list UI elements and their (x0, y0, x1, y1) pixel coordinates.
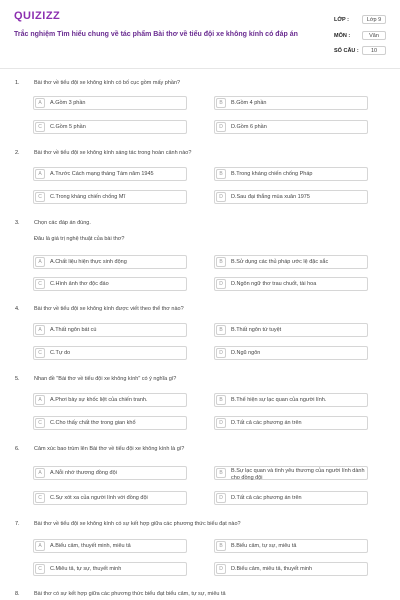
option-text: C.Gồm 5 phần (50, 124, 86, 130)
option-c[interactable] (33, 120, 187, 134)
option-d[interactable] (214, 346, 368, 360)
option-b[interactable] (214, 323, 368, 337)
option-b[interactable] (214, 167, 368, 181)
option-a[interactable] (33, 167, 187, 181)
option-letter: D (216, 192, 226, 202)
option-letter: D (216, 564, 226, 574)
option-text: C.Cho thấy chất thơ trong gian khổ (50, 420, 136, 426)
option-letter: C (35, 418, 45, 428)
option-letter: D (216, 122, 226, 132)
meta-count-label: SỐ CÂU : (334, 48, 359, 54)
question-number: 6. (15, 446, 20, 452)
option-text: B.Gồm 4 phần (231, 100, 267, 106)
quizizz-logo: QUIZIZZ (14, 10, 61, 22)
option-letter: C (35, 493, 45, 503)
option-text: D.Ngôn ngữ thơ trau chuốt, tài hoa (231, 281, 317, 287)
option-text: A.Phơi bày sự khốc liệt của chiến tranh. (50, 397, 148, 403)
question-number: 4. (15, 306, 20, 312)
option-letter: A (35, 169, 45, 179)
option-a[interactable] (33, 393, 187, 407)
option-letter: D (216, 348, 226, 358)
question-number: 5. (15, 376, 20, 382)
option-text: B.Thất ngôn tứ tuyệt (231, 327, 282, 333)
option-letter: C (35, 122, 45, 132)
option-text: B.Thể hiện sự lạc quan của người lính. (231, 397, 327, 403)
option-text: C.Hình ảnh thơ độc đáo (50, 281, 109, 287)
option-text: A.Chất liệu hiện thực sinh động (50, 259, 127, 265)
option-text: A.Thất ngôn bát cú (50, 327, 97, 333)
option-a[interactable] (33, 96, 187, 110)
option-letter: A (35, 541, 45, 551)
option-text: A.Gồm 3 phần (50, 100, 86, 106)
question-number: 2. (15, 150, 20, 156)
question-text: Bài thơ về tiểu đội xe không kính có bố cục gồm mấy phần? (34, 80, 181, 86)
option-letter: A (35, 395, 45, 405)
option-letter: B (216, 395, 226, 405)
meta-class-label: LỚP : (334, 17, 349, 23)
question-number: 1. (15, 80, 20, 86)
option-text: A.Nỗi nhớ thương đồng đội (50, 470, 117, 476)
option-a[interactable] (33, 466, 187, 480)
option-a[interactable] (33, 539, 187, 553)
question-number: 8. (15, 591, 20, 597)
meta-count-value: 10 (362, 46, 386, 55)
page-title: Trắc nghiệm Tìm hiểu chung về tác phẩm Bài thơ về tiểu đội xe không kính có đáp án (14, 31, 298, 38)
option-b[interactable] (214, 466, 368, 480)
option-text: D.Tất cả các phương án trên (231, 495, 302, 501)
question-number: 3. (15, 220, 20, 226)
option-letter: A (35, 468, 45, 478)
option-letter: C (35, 279, 45, 289)
option-letter: D (216, 418, 226, 428)
meta-class-value: Lớp 9 (362, 15, 386, 24)
option-b[interactable] (214, 539, 368, 553)
option-text: D.Ngũ ngôn (231, 350, 261, 356)
option-text: C.Tự do (50, 350, 71, 356)
option-letter: C (35, 192, 45, 202)
option-b[interactable] (214, 393, 368, 407)
option-text: A.Biểu cảm, thuyết minh, miêu tả (50, 543, 131, 549)
option-text: D.Sau đại thắng mùa xuân 1975 (231, 194, 310, 200)
question-text: Bài thơ về tiểu đội xe không kính có sự kết hợp giữa các phương thức biểu đạt nào? (34, 521, 241, 527)
option-a[interactable] (33, 255, 187, 269)
option-text: A.Trước Cách mạng tháng Tám năm 1945 (50, 171, 154, 177)
option-d[interactable] (214, 120, 368, 134)
option-letter: B (216, 98, 226, 108)
option-a[interactable] (33, 323, 187, 337)
option-letter: A (35, 325, 45, 335)
option-c[interactable] (33, 562, 187, 576)
header-divider (0, 68, 400, 69)
option-c[interactable] (33, 346, 187, 360)
question-text: Nhan đề "Bài thơ về tiểu đội xe không kính" có ý nghĩa gì? (34, 376, 177, 382)
option-letter: A (35, 98, 45, 108)
option-d[interactable] (214, 491, 368, 505)
question-text: Chọn các đáp án đúng. (34, 220, 91, 226)
option-d[interactable] (214, 190, 368, 204)
option-d[interactable] (214, 562, 368, 576)
option-letter: D (216, 493, 226, 503)
option-letter: D (216, 279, 226, 289)
question-text: Bài thơ về tiểu đội xe không kính sáng tác trong hoàn cảnh nào? (34, 150, 192, 156)
option-c[interactable] (33, 190, 187, 204)
option-letter: B (216, 325, 226, 335)
option-text: C.Sự xót xa của người lính với đồng đội (50, 495, 148, 501)
option-d[interactable] (214, 416, 368, 430)
option-letter: A (35, 257, 45, 267)
option-c[interactable] (33, 491, 187, 505)
option-b[interactable] (214, 96, 368, 110)
document-header (0, 0, 400, 70)
option-text: D.Gồm 6 phần (231, 124, 267, 130)
option-text: B.Trong kháng chiến chống Pháp (231, 171, 313, 177)
meta-subject-value: Văn (362, 31, 386, 40)
question-number: 7. (15, 521, 20, 527)
option-b[interactable] (214, 255, 368, 269)
question-subtext: Đâu là giá trị nghệ thuật của bài thơ? (34, 236, 125, 242)
option-c[interactable] (33, 416, 187, 430)
option-text: D.Biểu cảm, miêu tả, thuyết minh (231, 566, 313, 572)
question-text: Bài thơ có sự kết hợp giữa các phương thức biểu đạt biểu cảm, tự sự, miêu tả (34, 591, 226, 597)
option-text: B.Sự lạc quan và tình yêu thương của người lính dành cho đồng đội (231, 468, 365, 481)
option-letter: B (216, 169, 226, 179)
option-letter: B (216, 541, 226, 551)
question-text: Bài thơ về tiểu đội xe không kính được viết theo thể thơ nào? (34, 306, 184, 312)
option-letter: C (35, 564, 45, 574)
option-c[interactable] (33, 277, 187, 291)
meta-subject-label: MÔN : (334, 33, 351, 39)
option-text: C.Miêu tả, tự sự, thuyết minh (50, 566, 122, 572)
option-text: B.Sử dụng các thủ pháp ước lệ đặc sắc (231, 259, 329, 265)
question-text: Cảm xúc bao trùm lên Bài thơ về tiểu đội xe không kính là gì? (34, 446, 185, 452)
option-letter: C (35, 348, 45, 358)
option-d[interactable] (214, 277, 368, 291)
option-letter: B (216, 257, 226, 267)
option-text: D.Tất cả các phương án trên (231, 420, 302, 426)
option-text: C.Trong kháng chiến chống Mĩ (50, 194, 126, 200)
option-letter: B (216, 468, 226, 478)
option-text: B.Biểu cảm, tự sự, miêu tả (231, 543, 297, 549)
